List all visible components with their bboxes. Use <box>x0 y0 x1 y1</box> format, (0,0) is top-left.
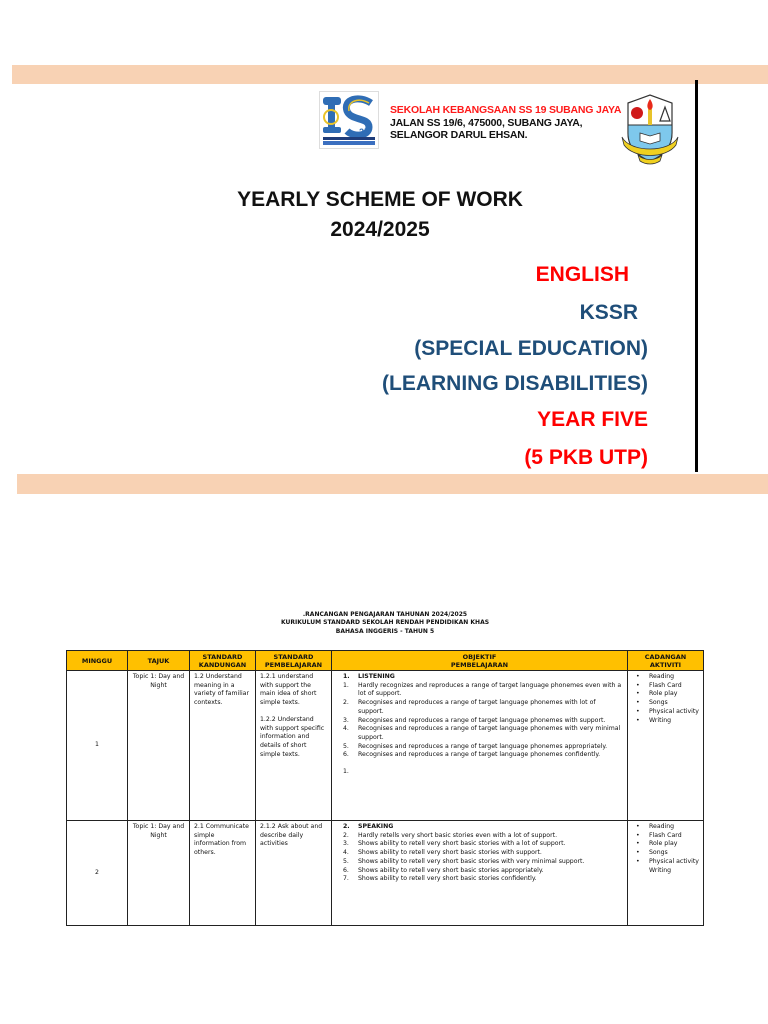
bottom-decorative-band <box>17 474 768 494</box>
header-standard-pembelajaran: STANDARD PEMBELAJARAN <box>256 651 332 671</box>
curriculum-label: KSSR <box>579 301 638 324</box>
header-minggu: MINGGU <box>67 651 128 671</box>
table-caption-line1: .RANCANGAN PENGAJARAN TAHUNAN 2024/2025 <box>302 611 468 618</box>
activity-item: • Physical activity <box>649 708 699 717</box>
activity-item: • Physical activity <box>649 858 699 867</box>
document-title: YEARLY SCHEME OF WORK <box>237 188 523 211</box>
learning-standard-item: 2.1.2 Ask about and describe daily activities <box>260 823 323 848</box>
activity-item: • Writing <box>649 717 699 726</box>
objective-item: 4. Recognises and reproduces a range of target language phonemes with very minimal support. <box>343 725 621 741</box>
top-decorative-band <box>12 65 768 84</box>
objective-trailing-number: 1. <box>343 768 349 776</box>
school-address-line2: SELANGOR DARUL EHSAN. <box>390 129 528 141</box>
learning-standard-item: 1.2.1 understand with support the main idea of short simple texts. <box>260 673 317 707</box>
objective-item: 2. Recognises and reproduces a range of target language phonemes with lot of support. <box>343 699 596 715</box>
activity-item: • Songs <box>649 699 699 708</box>
objective-item: 3. Recognises and reproduces a range of target language phonemes with support. <box>343 716 606 724</box>
program-label: (SPECIAL EDUCATION) <box>414 337 648 360</box>
content-standard-cell: 1.2 Understand meaning in a variety of familiar contexts. <box>190 671 256 821</box>
school-name: SEKOLAH KEBANGSAAN SS 19 SUBANG JAYA <box>390 104 622 116</box>
school-crest-icon <box>620 93 680 165</box>
scheme-of-work-table <box>66 650 704 926</box>
activity-item: • Reading <box>649 823 699 832</box>
table-caption-line2: KURIKULUM STANDARD SEKOLAH RENDAH PENDIDIKAN KHAS <box>280 619 490 626</box>
table-row <box>67 671 704 821</box>
topic-cell: Topic 1: Day and Night <box>128 821 190 926</box>
objective-item: 6. Shows ability to retell very short basic stories appropriately. <box>343 866 544 874</box>
activity-item: • Role play <box>649 690 699 699</box>
learning-standard-cell <box>256 821 332 926</box>
activity-item: Writing <box>649 866 672 874</box>
table-header-row <box>67 651 704 671</box>
subject-label: ENGLISH <box>535 263 629 286</box>
learning-standard-item: 1.2.2 Understand with support specific information and details of short simple texts. <box>260 715 325 758</box>
objective-heading: 1. LISTENING <box>343 673 395 680</box>
objective-item: 5. Recognises and reproduces a range of target language phonemes appropriately. <box>343 742 608 750</box>
learning-standard-cell <box>256 671 332 821</box>
activity-item: • Reading <box>649 673 699 682</box>
objective-item: 2. Hardly retells very short basic stories even with a lot of support. <box>343 831 558 839</box>
objective-item: 1. Hardly recognizes and reproduces a range of target language phonemes even with a lot of support. <box>343 681 622 698</box>
content-standard-cell: 2.1 Communicate simple information from others. <box>190 821 256 926</box>
svg-text:25: 25 <box>359 127 370 137</box>
activities-cell <box>628 671 704 821</box>
objectives-cell <box>332 821 628 926</box>
objective-item: 3. Shows ability to retell very short basic stories with a lot of support. <box>343 840 566 848</box>
objective-item: 5. Shows ability to retell very short basic stories with very minimal support. <box>343 857 585 865</box>
topic-cell: Topic 1: Day and Night <box>128 671 190 821</box>
year-label: YEAR FIVE <box>537 408 648 431</box>
objective-heading: 2. SPEAKING <box>343 823 394 830</box>
header-tajuk: TAJUK <box>128 651 190 671</box>
activities-cell <box>628 821 704 926</box>
class-label: (5 PKB UTP) <box>524 446 648 469</box>
activity-item: • Flash Card <box>649 682 699 691</box>
header-cadangan-aktiviti: CADANGAN AKTIVITI <box>628 651 704 671</box>
objectives-cell <box>332 671 628 821</box>
school-address-line1: JALAN SS 19/6, 475000, SUBANG JAYA, <box>390 117 583 129</box>
vertical-divider <box>695 80 698 472</box>
ts25-logo-icon <box>319 91 379 149</box>
header-objektif-pembelajaran: OBJEKTIF PEMBELAJARAN <box>332 651 628 671</box>
objective-item: 7. Shows ability to retell very short basic stories confidently. <box>343 875 537 883</box>
document-year: 2024/2025 <box>330 218 430 241</box>
activity-item: • Songs <box>649 849 699 858</box>
week-cell: 1 <box>67 671 128 821</box>
table-caption-line3: BAHASA INGGERIS - TAHUN 5 <box>335 628 435 635</box>
category-label: (LEARNING DISABILITIES) <box>382 372 648 395</box>
activity-item: • Flash Card <box>649 832 699 841</box>
objective-item: 4. Shows ability to retell very short basic stories with support. <box>343 849 542 857</box>
activity-item: • Role play <box>649 840 699 849</box>
header-standard-kandungan: STANDARD KANDUNGAN <box>190 651 256 671</box>
objective-item: 6. Recognises and reproduces a range of target language phonemes confidently. <box>343 751 601 759</box>
table-row <box>67 821 704 926</box>
week-cell: 2 <box>67 821 128 926</box>
